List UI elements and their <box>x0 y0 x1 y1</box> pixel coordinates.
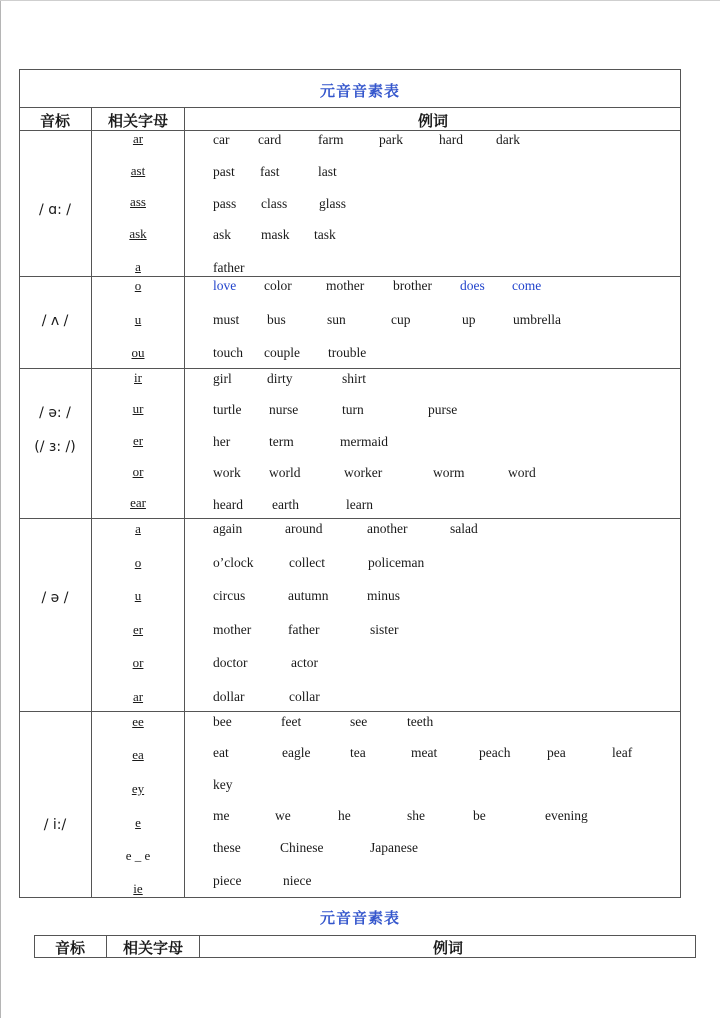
table-title-second: 元音音素表 <box>319 911 400 927</box>
letter-pattern: o <box>134 278 142 293</box>
example-word: father <box>288 622 320 637</box>
example-word: meat <box>411 745 438 760</box>
page-edge-top <box>0 0 720 1</box>
example-word: shirt <box>342 371 367 386</box>
letter-pattern: ar <box>132 131 144 146</box>
example-word: doctor <box>213 655 248 670</box>
example-word: card <box>258 132 282 147</box>
example-word: park <box>379 132 403 147</box>
letter-pattern: er <box>132 622 144 637</box>
example-word: collect <box>289 555 325 570</box>
example-word: another <box>367 521 408 536</box>
title-row-divider <box>19 107 681 108</box>
example-word: world <box>269 465 301 480</box>
example-word: tea <box>350 745 366 760</box>
example-word: purse <box>428 402 458 417</box>
example-word: father <box>213 260 245 275</box>
header-examples: 例词 <box>432 941 463 957</box>
example-word: circus <box>213 588 246 603</box>
letter-pattern: e <box>135 815 141 830</box>
letter-pattern: u <box>134 588 142 603</box>
example-word: dark <box>496 132 520 147</box>
letter-pattern: ea <box>132 747 144 762</box>
example-word: niece <box>283 873 312 888</box>
example-word: dollar <box>213 689 245 704</box>
letter-pattern: ass <box>130 194 146 209</box>
example-word: last <box>318 164 337 179</box>
example-word: sun <box>327 312 346 327</box>
example-word: her <box>213 434 231 449</box>
example-word: does <box>460 278 485 293</box>
example-word: trouble <box>328 345 367 360</box>
example-word: eat <box>213 745 229 760</box>
example-word: mermaid <box>340 434 388 449</box>
example-word: touch <box>213 345 243 360</box>
example-word: collar <box>289 689 320 704</box>
example-word: sister <box>370 622 399 637</box>
example-word: love <box>213 278 237 293</box>
example-word: minus <box>367 588 401 603</box>
group-divider <box>19 518 681 519</box>
example-word: girl <box>213 371 232 386</box>
letter-pattern: a <box>135 259 141 274</box>
example-word: nurse <box>269 402 299 417</box>
phoneme-symbol: / i:/ <box>43 817 67 833</box>
page-edge-left <box>0 0 1 1018</box>
example-word: turtle <box>213 402 242 417</box>
example-word: dirty <box>267 371 293 386</box>
example-word: Chinese <box>280 840 324 855</box>
example-word: learn <box>346 497 373 512</box>
example-word: mother <box>326 278 365 293</box>
letter-pattern: ur <box>132 401 144 416</box>
example-word: mother <box>213 622 252 637</box>
example-word: be <box>473 808 486 823</box>
group-divider <box>19 368 681 369</box>
example-word: Japanese <box>370 840 418 855</box>
letter-pattern: ir <box>134 370 142 385</box>
example-word: o’clock <box>213 555 254 570</box>
example-word: pea <box>547 745 566 760</box>
header-symbol: 音标 <box>54 941 85 957</box>
example-word: up <box>462 312 476 327</box>
example-word: fast <box>260 164 280 179</box>
example-word: umbrella <box>513 312 561 327</box>
example-word: car <box>213 132 230 147</box>
example-word: see <box>350 714 368 729</box>
header-examples: 例词 <box>417 114 448 130</box>
example-word: peach <box>479 745 511 760</box>
example-word: work <box>213 465 241 480</box>
letter-pattern: or <box>132 655 144 670</box>
example-word: these <box>213 840 241 855</box>
example-word: ask <box>213 227 231 242</box>
phoneme-symbol: / ɑ: / <box>39 202 71 218</box>
letter-pattern: ast <box>130 163 146 178</box>
table-title: 元音音素表 <box>319 84 400 100</box>
example-word: around <box>285 521 323 536</box>
group-divider <box>19 276 681 277</box>
example-word: come <box>512 278 542 293</box>
phoneme-symbol: / ə: / <box>39 405 71 421</box>
example-word: policeman <box>368 555 425 570</box>
example-word: worker <box>344 465 383 480</box>
example-word: cup <box>391 312 411 327</box>
example-word: leaf <box>612 745 633 760</box>
example-word: term <box>269 434 294 449</box>
letter-pattern: ou <box>131 345 145 360</box>
example-word: farm <box>318 132 344 147</box>
letter-pattern: e _ e <box>125 848 151 863</box>
letter-pattern: ear <box>130 495 146 510</box>
example-word: task <box>314 227 336 242</box>
example-word: word <box>508 465 536 480</box>
example-word: key <box>213 777 233 792</box>
example-word: again <box>213 521 243 536</box>
example-word: heard <box>213 497 243 512</box>
example-word: must <box>213 312 240 327</box>
group-divider <box>19 711 681 712</box>
example-word: mask <box>261 227 290 242</box>
letter-pattern: u <box>134 312 142 327</box>
example-word: past <box>213 164 235 179</box>
example-word: hard <box>439 132 463 147</box>
example-word: couple <box>264 345 300 360</box>
letter-pattern: ey <box>131 781 145 796</box>
header-letters: 相关字母 <box>107 114 168 130</box>
example-word: autumn <box>288 588 329 603</box>
example-word: color <box>264 278 292 293</box>
letter-pattern: ar <box>132 689 144 704</box>
example-word: worm <box>433 465 465 480</box>
example-word: turn <box>342 402 364 417</box>
example-word: she <box>407 808 425 823</box>
letter-pattern: o <box>134 555 142 570</box>
example-word: salad <box>450 521 478 536</box>
letter-pattern: ie <box>133 881 143 896</box>
example-word: evening <box>545 808 588 823</box>
letter-pattern: ee <box>132 714 144 729</box>
example-word: teeth <box>407 714 434 729</box>
example-word: bee <box>213 714 232 729</box>
phoneme-symbol: / ʌ / <box>41 313 69 329</box>
letter-pattern: er <box>132 433 144 448</box>
phoneme-symbol-alt: (/ ɜ: /) <box>34 439 76 455</box>
example-word: bus <box>267 312 286 327</box>
example-word: piece <box>213 873 242 888</box>
example-word: pass <box>213 196 237 211</box>
example-word: feet <box>281 714 302 729</box>
letter-pattern: or <box>132 464 144 479</box>
header-symbol: 音标 <box>39 114 70 130</box>
header-letters: 相关字母 <box>122 941 183 957</box>
example-word: class <box>261 196 288 211</box>
example-word: eagle <box>282 745 311 760</box>
example-word: me <box>213 808 230 823</box>
example-word: glass <box>319 196 346 211</box>
example-word: he <box>338 808 351 823</box>
phoneme-symbol: / ə / <box>41 590 69 606</box>
example-word: we <box>275 808 291 823</box>
example-word: brother <box>393 278 432 293</box>
example-word: earth <box>272 497 299 512</box>
letter-pattern: ask <box>129 226 147 241</box>
letter-pattern: a <box>135 521 141 536</box>
column-divider <box>184 107 185 898</box>
example-word: actor <box>291 655 318 670</box>
